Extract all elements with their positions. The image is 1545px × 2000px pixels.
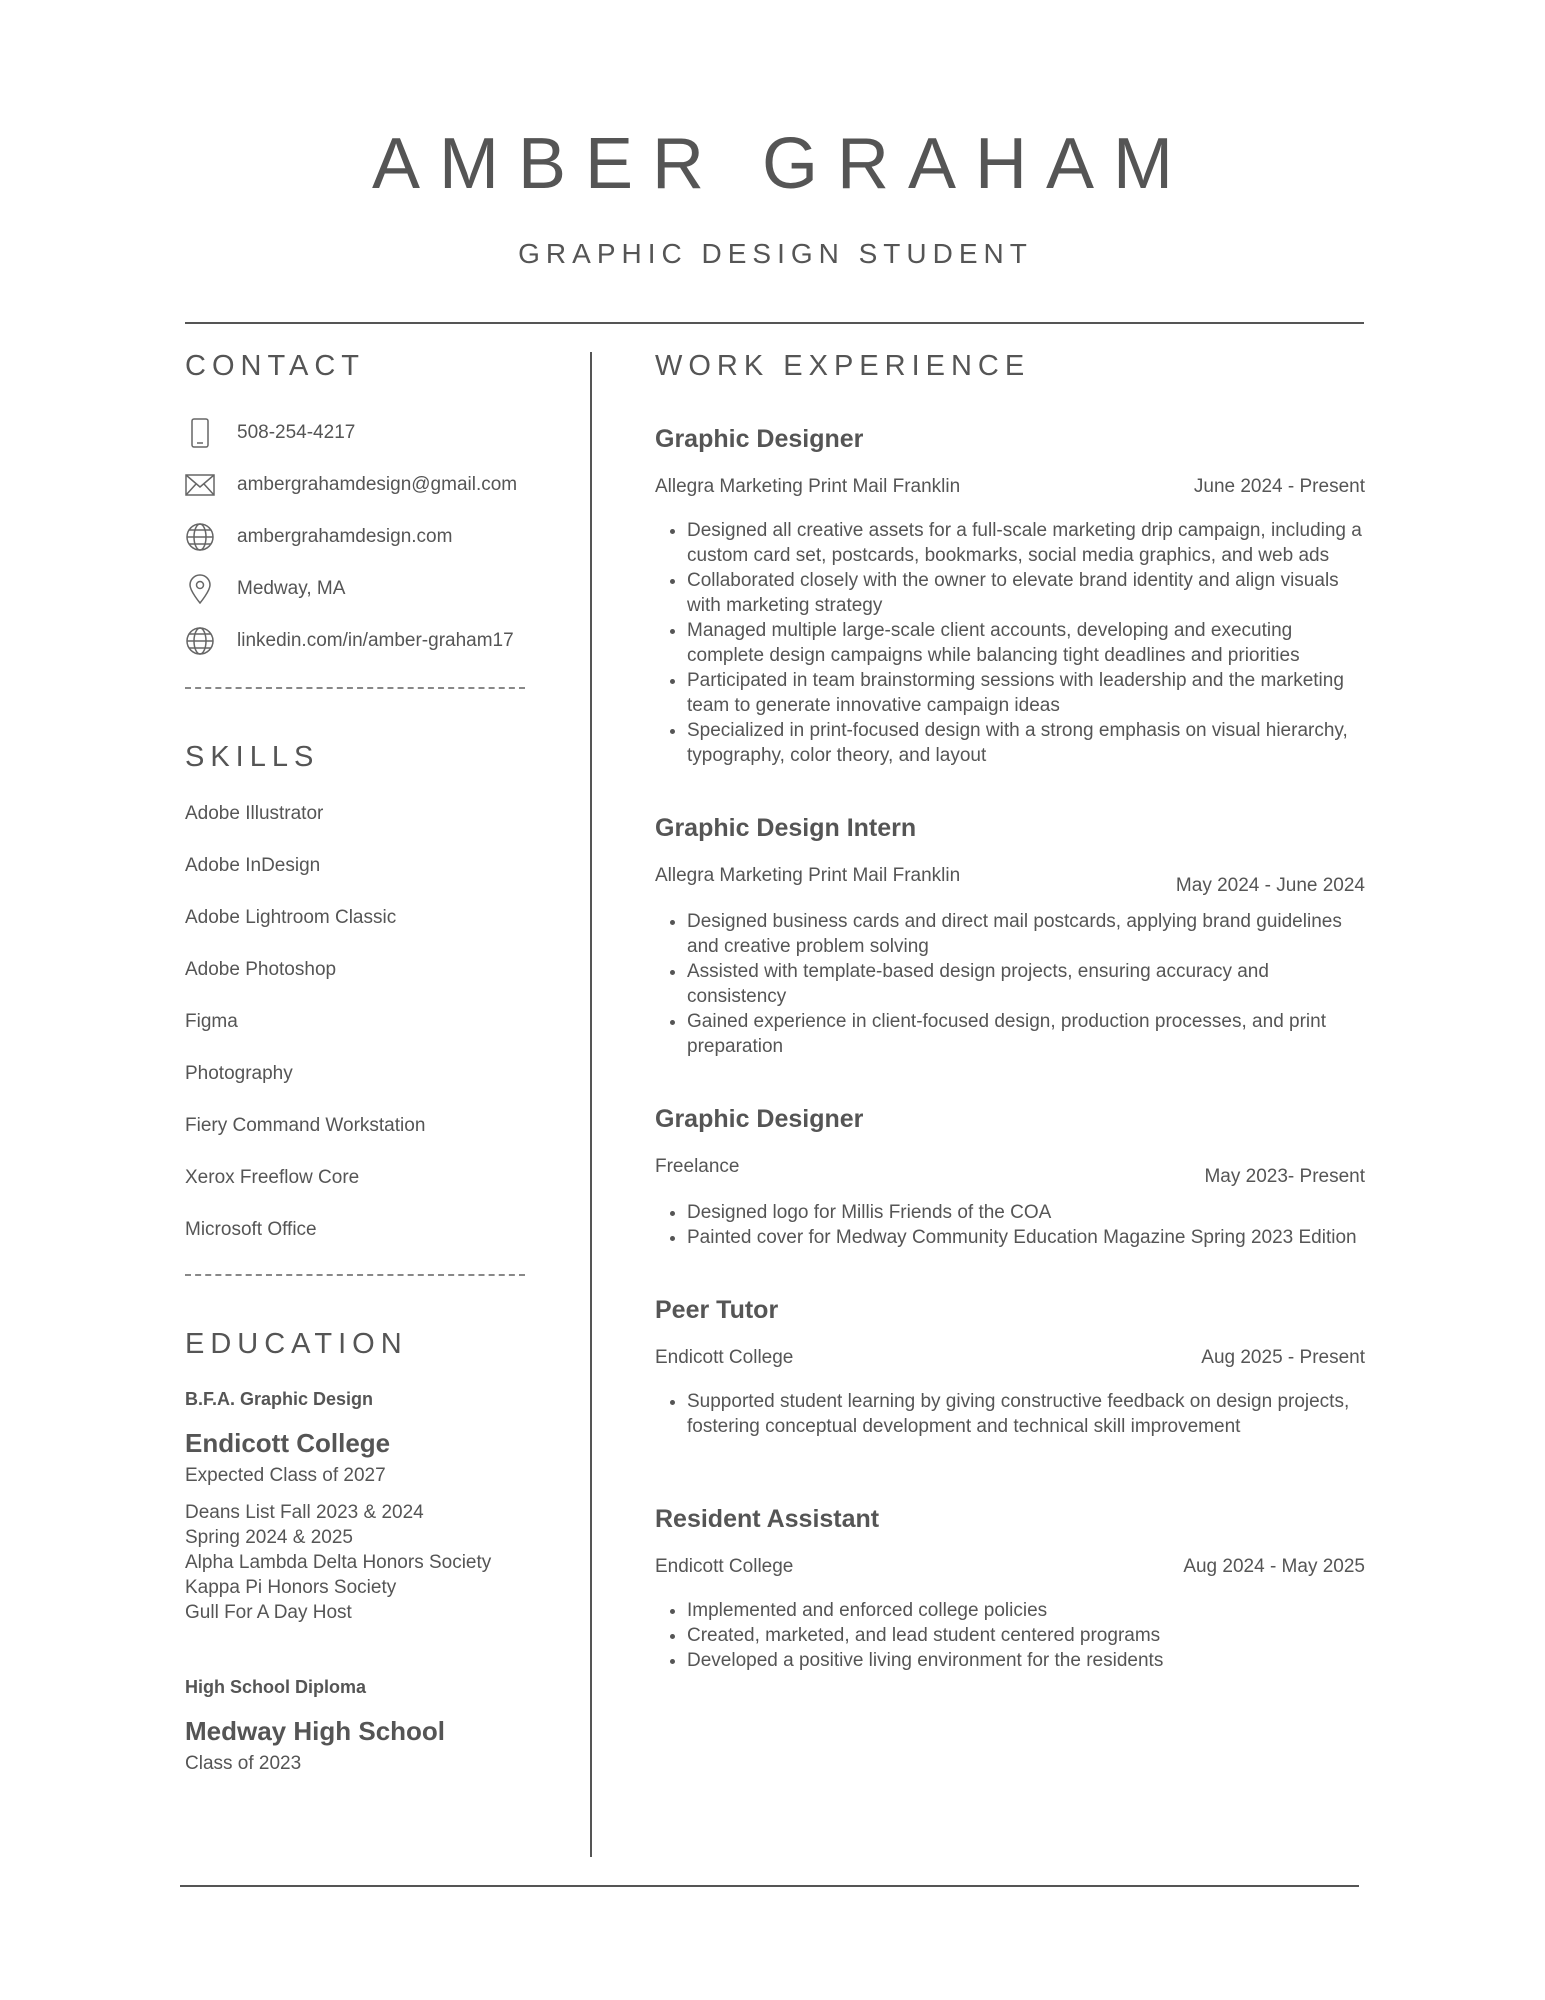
education-heading: EDUCATION [185,1328,408,1360]
job-meta [655,1556,1365,1578]
skill-item: Figma [185,1011,238,1032]
contact-linkedin-text: linkedin.com/in/amber-graham17 [237,630,514,651]
honor-item: Spring 2024 & 2025 [185,1527,353,1548]
skill-item: Fiery Command Workstation [185,1115,426,1136]
job-title: Graphic Designer [655,1105,864,1133]
skill-item: Xerox Freeflow Core [185,1167,360,1188]
job-entry [655,1296,1365,1439]
job-entry [655,425,1365,768]
job-dates: Aug 2024 - May 2025 [1183,1556,1365,1577]
job-meta [655,476,1365,498]
job-dates: May 2024 - June 2024 [1175,875,1365,896]
bottom-divider [180,1885,1359,1887]
job-bullet: • Participated in team brainstorming sessions with leadership and the marketing team to generate innovative campaign ideas [687,668,1365,718]
honors-list [185,1500,545,1625]
resume-subtitle: GRAPHIC DESIGN STUDENT [518,238,1033,269]
honor-item: Deans List Fall 2023 & 2024 [185,1502,424,1523]
contact-location-text: Medway, MA [237,578,346,599]
job-bullets [655,909,1365,1059]
top-divider [185,322,1364,324]
contact-linkedin [185,615,545,667]
degree: High School Diploma [185,1677,367,1697]
job-meta [655,865,1365,897]
dashed-divider [185,687,525,689]
degree: B.F.A. Graphic Design [185,1389,374,1409]
education-entry [185,1389,545,1625]
job-bullets [655,1389,1365,1439]
job-title: Graphic Designer [655,425,864,453]
column-divider [590,352,592,1857]
contact-website-text: ambergrahamdesign.com [237,526,453,547]
job-entry [655,814,1365,1059]
globe-icon [185,522,215,552]
honor-item: Gull For A Day Host [185,1602,352,1623]
job-dates: Aug 2025 - Present [1201,1347,1365,1368]
honor-item: Kappa Pi Honors Society [185,1577,397,1598]
location-pin-icon [185,574,215,604]
class-year: Expected Class of 2027 [185,1465,386,1486]
dashed-divider [185,1274,525,1276]
left-column [185,352,545,1776]
skill-item: Photography [185,1063,293,1084]
job-title: Peer Tutor [655,1296,779,1324]
job-bullet: • Collaborated closely with the owner to elevate brand identity and align visuals with marketing strategy [687,568,1365,618]
skills-heading: SKILLS [185,741,320,773]
skill-item: Adobe InDesign [185,855,321,876]
contact-location [185,563,545,615]
job-bullet: • Specialized in print-focused design with a strong emphasis on visual hierarchy, typography, color theory, and layout [687,718,1365,768]
job-company: Allegra Marketing Print Mail Franklin [655,865,961,886]
job-bullet: • Designed business cards and direct mail postcards, applying brand guidelines and creative problem solving [687,909,1365,959]
job-title: Resident Assistant [655,1505,880,1533]
job-company: Endicott College [655,1556,794,1577]
skill-item: Adobe Lightroom Classic [185,907,397,928]
job-bullets [655,518,1365,768]
school-name: Medway High School [185,1716,446,1746]
skill-list [185,798,545,1266]
job-bullet: • Assisted with template-based design projects, ensuring accuracy and consistency [687,959,1365,1009]
contact-heading: CONTACT [185,350,366,382]
job-bullet: • Painted cover for Medway Community Education Magazine Spring 2023 Edition [687,1225,1365,1250]
job-company: Freelance [655,1156,740,1177]
contact-list [185,407,545,667]
job-bullet: • Designed all creative assets for a full-scale marketing drip campaign, including a custom card set, postcards, bookmarks, social media graphics, and web ads [687,518,1365,568]
job-bullet: • Created, marketed, and lead student centered programs [687,1623,1365,1648]
contact-phone [185,407,545,459]
job-dates: June 2024 - Present [1193,476,1365,497]
school-name: Endicott College [185,1428,391,1458]
resume-name: AMBER GRAHAM [371,124,1193,204]
job-bullet: • Designed logo for Millis Friends of the COA [687,1200,1365,1225]
work-experience-heading: WORK EXPERIENCE [655,350,1031,382]
job-dates: May 2023- Present [1204,1166,1365,1187]
right-column [655,352,1365,1673]
job-meta [655,1156,1365,1188]
job-company: Endicott College [655,1347,794,1368]
contact-email [185,459,545,511]
contact-phone-text: 508-254-4217 [237,422,356,443]
job-bullet: • Implemented and enforced college policies [687,1598,1365,1623]
job-title: Graphic Design Intern [655,814,917,842]
contact-email-text: ambergrahamdesign@gmail.com [237,474,518,495]
job-entry [655,1105,1365,1250]
class-year: Class of 2023 [185,1753,302,1774]
job-bullet: • Supported student learning by giving constructive feedback on design projects, fostering conceptual development and technical skill improvement [687,1389,1365,1439]
job-bullets [655,1598,1365,1673]
honor-item: Alpha Lambda Delta Honors Society [185,1552,492,1573]
job-bullet: • Gained experience in client-focused design, production processes, and print preparation [687,1009,1365,1059]
education-entry [185,1677,545,1776]
skill-item: Adobe Photoshop [185,959,337,980]
skill-item: Adobe Illustrator [185,803,324,824]
job-company: Allegra Marketing Print Mail Franklin [655,476,961,497]
job-bullets [655,1200,1365,1250]
skill-item: Microsoft Office [185,1219,317,1240]
phone-icon [185,418,215,448]
job-meta [655,1347,1365,1369]
contact-website [185,511,545,563]
job-entry [655,1505,1365,1673]
globe-icon [185,626,215,656]
job-bullet: • Managed multiple large-scale client accounts, developing and executing complete design campaigns while balancing tight deadlines and priorities [687,618,1365,668]
mail-icon [185,470,215,500]
job-bullet: • Developed a positive living environment for the residents [687,1648,1365,1673]
